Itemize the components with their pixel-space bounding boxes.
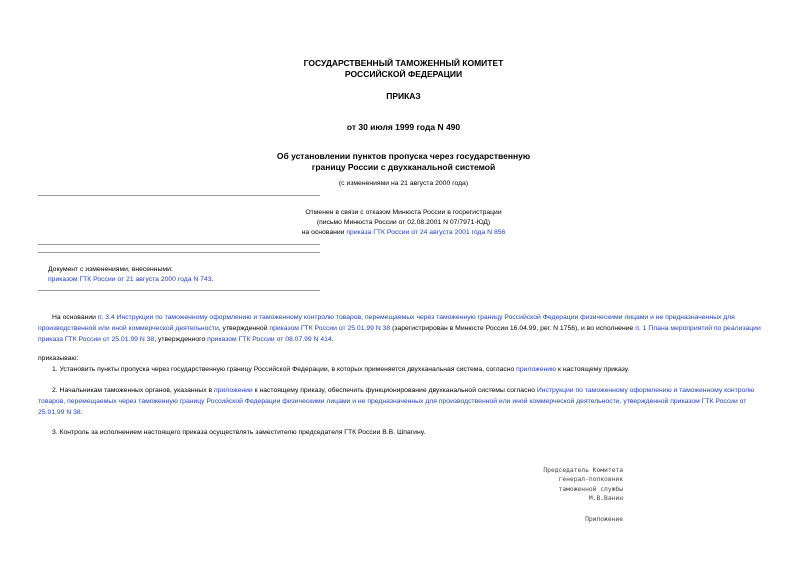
item-2-text: 2. Начальникам таможенных органов, указанных в [52,387,215,394]
divider [38,195,320,196]
cancel-notice-line1: Отменен в связи с отказом Минюста России в госрегистрации [305,209,502,216]
preamble-text: . [331,336,334,343]
divider [38,244,320,245]
cancel-notice-prefix: на основании [301,229,347,236]
divider [38,252,320,253]
amend-order-link[interactable]: приказом ГТК России от 21 августа 2000 года N 743 [48,276,212,283]
preamble-text: (зарегистрирован в Минюсте России 16.04.99, рег. N 1756), и во исполнение [390,325,636,332]
amend-box-line2 [48,276,213,283]
item-3: 3. Контроль за исполнением настоящего приказа осуществлять заместителю председателя ГТК России В.В. Шпагину. [52,429,426,436]
item-2 [38,385,770,418]
signature-name: М.В.Ванин [588,495,623,503]
item-1-text: к настоящему приказу. [556,366,630,373]
preamble-text: На основании [52,314,98,321]
title-line1: Об установлении пунктов пропуска через государственную [276,151,531,161]
instruction-link[interactable]: п. 3.4 Инструкции по таможенному оформлению и таможенному контролю товаров, перемещаемых через таможенную границу Российской Федерации физическими лицами и не предназначенных для производственной или иной коммерческой деятельности [38,314,735,332]
item-2-text: . [80,409,83,416]
amend-box-suffix: . [211,276,214,283]
item-1 [38,364,770,375]
org-name-line2: РОССИЙСКОЙ ФЕДЕРАЦИИ [344,69,463,79]
signature-position: Председатель Комитета [543,467,623,474]
order-38-link[interactable]: приказом ГТК России от 25.01.99 N 38 [269,325,391,332]
order-word: приказываю: [38,355,79,362]
item-1-text: 1. Установить пункты пропуска через государственную границу Российской Федерации, в которых применяется двухканальная система, согласно [52,366,517,373]
appendix-link[interactable]: приложению [516,366,557,373]
signature-service: таможенной службы [558,485,623,493]
appendix-link[interactable]: приложении [214,387,253,394]
cancel-notice-line2: (письмо Минюста России от 02.08.2001 N 07/7971-ЮД) [316,219,491,226]
signature-block [470,466,623,504]
date-number: от 30 июля 1999 года N 490 [346,122,461,132]
doc-type: ПРИКАЗ [386,91,421,101]
signature-rank: генерал-полковник [558,476,623,484]
order-414-link[interactable]: приказом ГТК России от 08.07.99 N 414 [207,336,332,343]
amendments-note: (с изменениями на 21 августа 2000 года) [338,180,469,187]
instruction-link[interactable]: Инструкции по таможенному оформлению и таможенному контролю товаров, перемещаемых через таможенную границу Российской Федерации физическими лицами и не предназначенных для производственной или иной коммерческой деятельности, утвержденной приказом ГТК России от 25.01.99 N 38 [38,387,755,416]
divider [38,290,320,291]
preamble-text: , утвержденной [218,325,270,332]
preamble-paragraph [38,312,770,345]
appendix-label: Приложение [585,516,623,523]
amend-box-line1: Документ с изменениями, внесенными: [48,266,173,273]
preamble-text: , утвержденного [154,336,208,343]
title-line2: границу России с двухканальной системой [311,162,496,172]
cancel-order-link[interactable]: приказа ГТК России от 24 августа 2001 года N 856 [346,229,506,236]
cancel-notice-line3 [0,229,807,236]
item-2-text: к настоящему приказу, обеспечить функционирование двухканальной системы согласно [252,387,537,394]
org-name-line1: ГОСУДАРСТВЕННЫЙ ТАМОЖЕННЫЙ КОМИТЕТ [303,58,504,68]
plan-link[interactable]: п. 1 Плана мероприятий по реализации приказа ГТК России от 25.01.99 N 38 [38,325,761,343]
